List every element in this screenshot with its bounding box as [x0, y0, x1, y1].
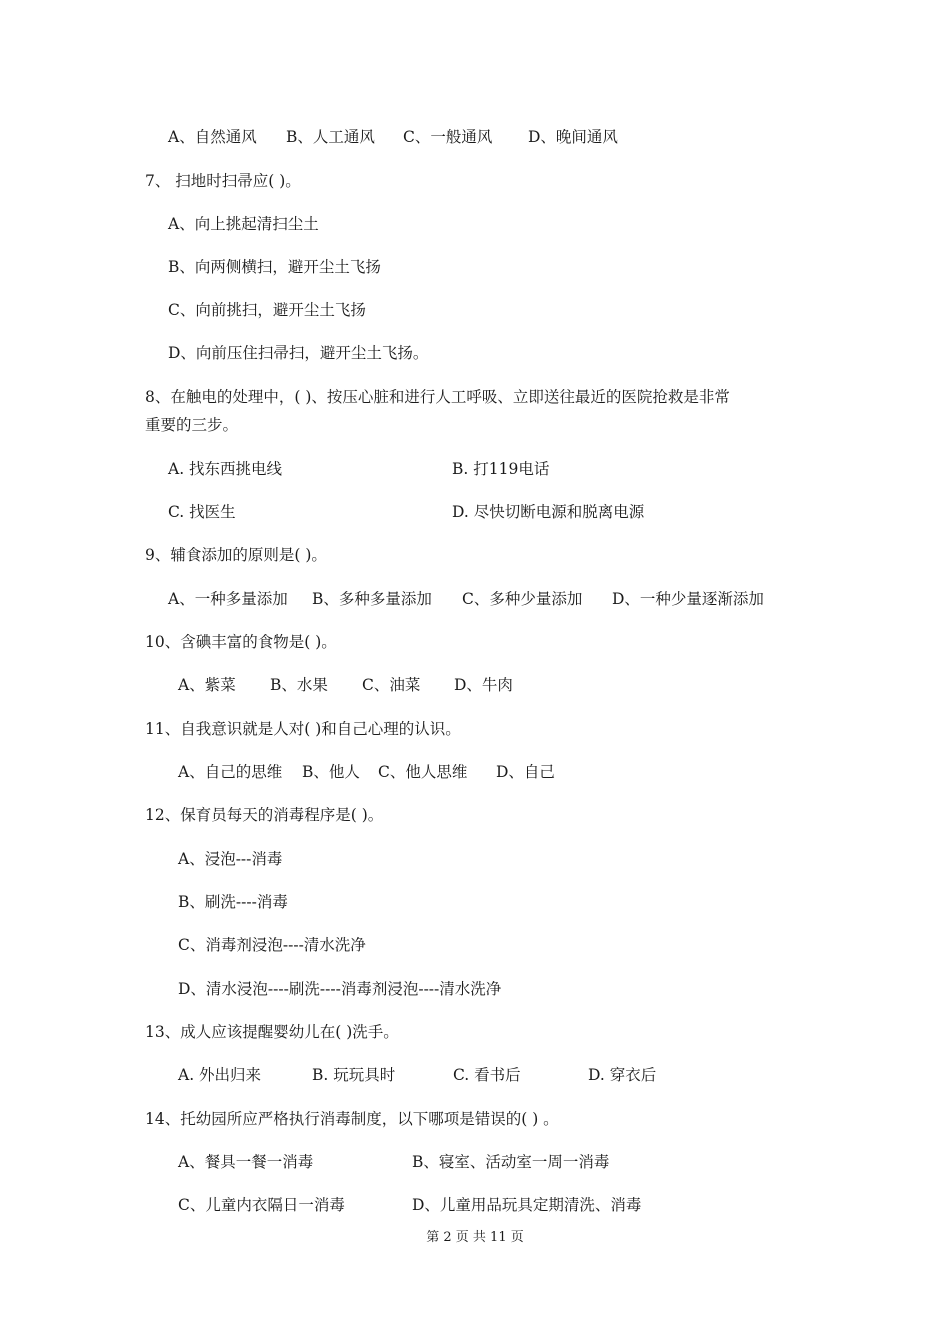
- q12-option-b: B、刷洗----消毒: [178, 893, 288, 911]
- q13-option-a: A. 外出归来: [178, 1066, 262, 1084]
- page-number-footer: 第 2 页 共 11 页: [426, 1230, 524, 1245]
- q13-option-d: D. 穿衣后: [588, 1066, 657, 1084]
- q13-stem: 13、成人应该提醒婴幼儿在( )洗手。: [145, 1023, 399, 1041]
- q6-option-d: D、晚间通风: [528, 128, 618, 146]
- q8-stem-line2: 重要的三步。: [145, 416, 239, 434]
- q11-stem: 11、自我意识就是人对( )和自己心理的认识。: [145, 720, 461, 738]
- q11-option-d: D、自己: [496, 763, 555, 781]
- q7-option-a: A、向上挑起清扫尘土: [168, 215, 319, 233]
- q10-option-b: B、水果: [270, 676, 328, 694]
- q6-option-b: B、人工通风: [286, 128, 375, 146]
- q7-option-b: B、向两侧横扫，避开尘土飞扬: [168, 258, 381, 276]
- q8-option-c: C. 找医生: [168, 503, 236, 521]
- q14-stem: 14、托幼园所应严格执行消毒制度，以下哪项是错误的( ) 。: [145, 1110, 559, 1128]
- q12-option-c: C、消毒剂浸泡----清水洗净: [178, 936, 366, 954]
- q8-option-d: D. 尽快切断电源和脱离电源: [452, 503, 645, 521]
- q11-option-a: A、自己的思维: [178, 763, 283, 781]
- q6-option-c: C、一般通风: [403, 128, 493, 146]
- q6-option-a: A、自然通风: [168, 128, 257, 146]
- q14-option-a: A、餐具一餐一消毒: [178, 1153, 314, 1171]
- q14-option-d: D、儿童用品玩具定期清洗、消毒: [412, 1196, 642, 1214]
- q7-option-c: C、向前挑扫，避开尘土飞扬: [168, 301, 366, 319]
- q8-option-b: B. 打119电话: [452, 460, 550, 478]
- q14-option-b: B、寝室、活动室一周一消毒: [412, 1153, 610, 1171]
- q10-option-c: C、油菜: [362, 676, 421, 694]
- q9-option-c: C、多种少量添加: [462, 590, 583, 608]
- q13-option-c: C. 看书后: [453, 1066, 521, 1084]
- q9-stem: 9、辅食添加的原则是( )。: [145, 546, 327, 564]
- q12-option-d: D、清水浸泡----刷洗----消毒剂浸泡----清水洗净: [178, 980, 502, 998]
- q12-option-a: A、浸泡---消毒: [178, 850, 283, 868]
- q10-option-a: A、紫菜: [178, 676, 236, 694]
- q9-option-d: D、一种少量逐渐添加: [612, 590, 764, 608]
- q9-option-a: A、一种多量添加: [168, 590, 288, 608]
- q11-option-c: C、他人思维: [378, 763, 468, 781]
- q7-option-d: D、向前压住扫帚扫，避开尘土飞扬。: [168, 344, 429, 362]
- q9-option-b: B、多种多量添加: [312, 590, 432, 608]
- q14-option-c: C、儿童内衣隔日一消毒: [178, 1196, 345, 1214]
- q12-stem: 12、保育员每天的消毒程序是( )。: [145, 806, 384, 824]
- q7-stem: 7、 扫地时扫帚应( )。: [145, 172, 301, 190]
- q10-stem: 10、含碘丰富的食物是( )。: [145, 633, 337, 651]
- q8-stem-line1: 8、在触电的处理中，( )、按压心脏和进行人工呼吸、立即送往最近的医院抢救是非常: [145, 388, 730, 406]
- q8-option-a: A. 找东西挑电线: [168, 460, 283, 478]
- q11-option-b: B、他人: [302, 763, 360, 781]
- q10-option-d: D、牛肉: [454, 676, 513, 694]
- q13-option-b: B. 玩玩具时: [312, 1066, 396, 1084]
